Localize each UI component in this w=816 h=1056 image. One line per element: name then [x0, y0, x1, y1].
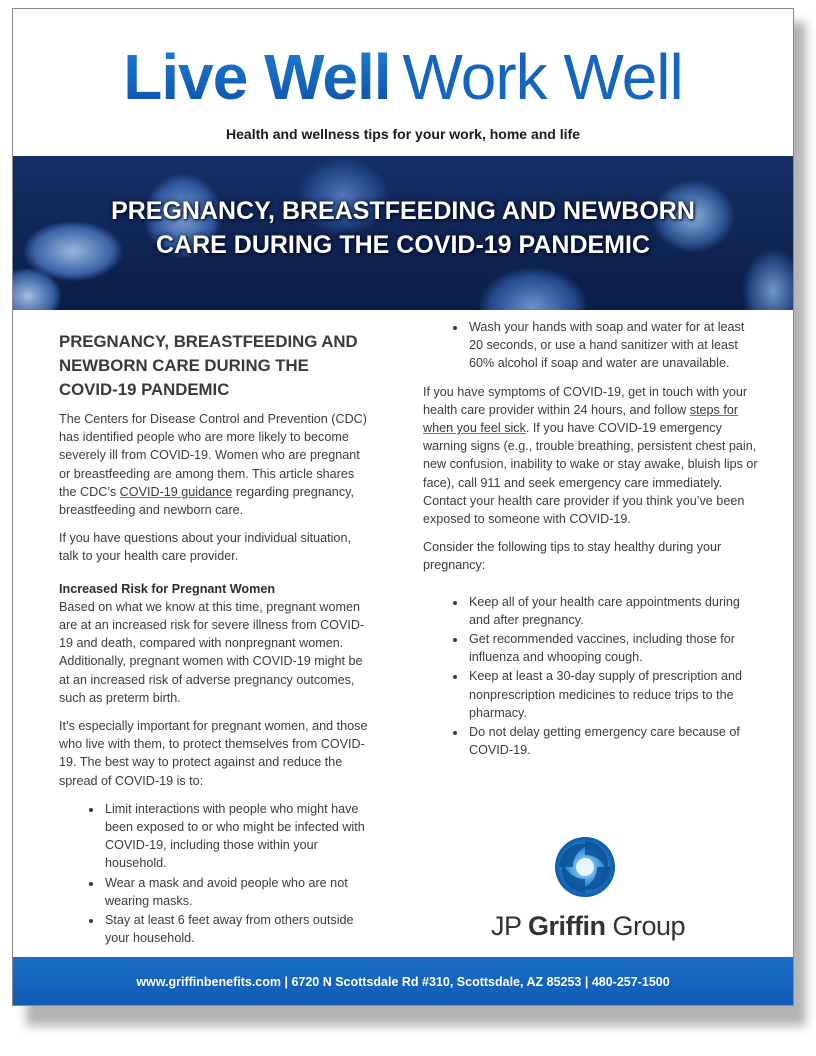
risk-section	[59, 580, 371, 707]
footer-contact: www.griffinbenefits.com | 6720 N Scottsdale Rd #310, Scottsdale, AZ 85253 | 480-257-1500	[136, 975, 670, 989]
left-column	[59, 324, 371, 957]
list-item: • Do not delay getting emergency care because of COVID-19.	[467, 723, 759, 759]
hero-title-line-2: CARE DURING THE COVID-19 PANDEMIC	[155, 231, 651, 259]
list-item: • Limit interactions with people who might have been exposed to or who might be infected with COVID-19, including those within your household.	[103, 800, 371, 873]
jp-griffin-logo	[491, 835, 686, 945]
intro-text-b: regarding pregnancy, breastfeeding and newborn care.	[59, 484, 354, 518]
list-item: • Keep all of your health care appointments during and after pregnancy.	[467, 593, 759, 629]
intro-text-a: The Centers for Disease Control and Prevention (CDC) has identified people who are more likely to become severely ill from COVID-19. Women who are pregnant or breastfeeding are among them. This article shares the CDC’s	[59, 412, 367, 499]
risk-body: Based on what we know at this time, pregnant women are at an increased risk for severe illness from COVID-19 and death, compared with nonpregnant women. Additionally, pregnant women with COVID-19 might be at an increased risk of adverse pregnancy outcomes, such as preterm birth.	[59, 599, 365, 705]
symptoms-text-a: If you have symptoms of COVID-19, get in touch with your health care provider within 24 hours, and follow	[423, 384, 748, 417]
protect-list-continued	[423, 318, 759, 373]
steps-when-sick-link[interactable]: steps for when you feel sick	[423, 402, 739, 436]
logo-text-jp: JP	[491, 911, 529, 941]
hero-banner	[13, 156, 793, 310]
logo-text-griffin: Griffin	[528, 911, 606, 941]
hero-title	[13, 194, 793, 262]
swirl-logo-icon	[553, 835, 617, 899]
masthead-live-well: Live Well	[123, 41, 391, 113]
masthead	[13, 41, 793, 113]
list-item: • Wear a mask and avoid people who are not wearing masks.	[103, 874, 371, 910]
list-item: • Stay at least 6 feet away from others outside your household.	[103, 911, 371, 947]
logo-text-group: Group	[605, 911, 686, 941]
list-item: • Keep at least a 30-day supply of prescription and nonprescription medicines to reduce trips to the pharmacy.	[467, 667, 759, 722]
questions-paragraph: If you have questions about your individual situation, talk to your health care provider.	[59, 531, 351, 564]
intro-paragraph	[59, 410, 371, 519]
covid-guidance-link[interactable]: COVID-19 guidance	[119, 484, 233, 499]
footer-bar	[13, 957, 793, 1006]
tips-intro: Consider the following tips to stay healthy during your pregnancy:	[423, 540, 722, 573]
list-item: • Get recommended vaccines, including those for influenza and whooping cough.	[467, 630, 759, 666]
tips-list	[423, 593, 759, 760]
hero-title-line-1: PREGNANCY, BREASTFEEDING AND NEWBORN	[111, 197, 695, 225]
protect-list	[59, 800, 371, 948]
symptoms-text-b: . If you have COVID-19 emergency warning signs (e.g., trouble breathing, persistent chest pain, new confusion, inability to wake or stay awake, bluish lips or face), call 911 and seek emergency care immediately. Contact your health care provider if you think you’ve been exposed to someone with COVID-19.	[423, 421, 758, 527]
symptoms-paragraph	[423, 383, 759, 529]
protect-paragraph: It’s especially important for pregnant women, and those who live with them, to protect themselves from COVID-19. The best way to protect against and reduce the spread of COVID-19 is to:	[59, 719, 368, 788]
masthead-work-well: Work Well	[402, 41, 683, 113]
risk-heading: Increased Risk for Pregnant Women	[59, 581, 276, 596]
tagline: Health and wellness tips for your work, home and life	[226, 126, 580, 142]
list-item: • Wash your hands with soap and water for at least 20 seconds, or use a hand sanitizer with at least 60% alcohol if soap and water are unavailable.	[467, 318, 759, 373]
flyer-page	[12, 8, 794, 1006]
logo-wordmark	[491, 911, 686, 942]
right-column	[423, 320, 759, 769]
article-heading: PREGNANCY, BREASTFEEDING AND NEWBORN CARE DURING THE COVID-19 PANDEMIC	[59, 332, 358, 399]
